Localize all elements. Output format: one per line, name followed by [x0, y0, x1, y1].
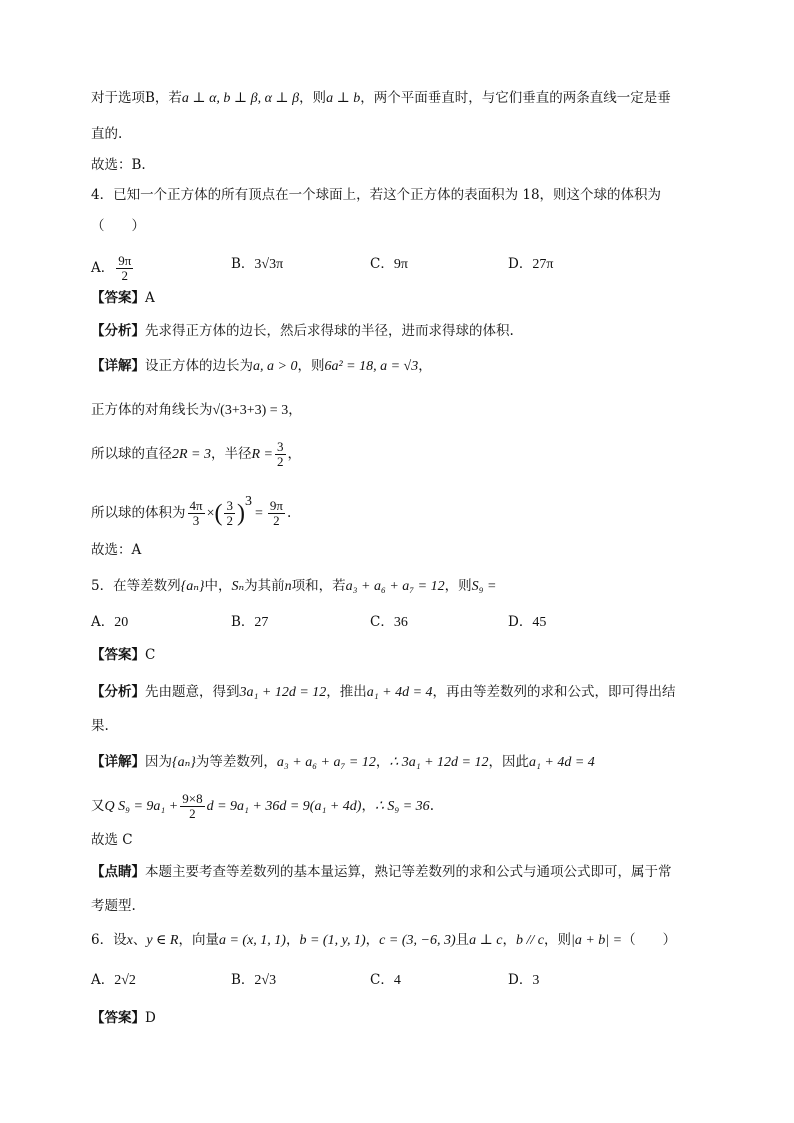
q4-diameter	[91, 440, 724, 469]
math-expression: a = (x, 1, 1)	[218, 933, 286, 948]
text: ，	[361, 798, 375, 814]
option-value: 20	[114, 615, 129, 630]
numerator: 4π	[189, 498, 203, 513]
comment-text: 本题主要考查等差数列的基本量运算，熟记等差数列的求和公式与通项公式即可，属于常	[145, 864, 672, 880]
option-label: D．	[508, 256, 533, 272]
q5-analysis-line-2: 果.	[91, 718, 109, 734]
text: ，则	[444, 578, 472, 594]
q6-option-d	[508, 970, 539, 991]
detail-tag: 【详解】	[91, 754, 145, 770]
text: 中，	[204, 578, 232, 594]
math-expression: b = (1, y, 1)	[299, 933, 366, 948]
option-label: D．	[508, 614, 533, 630]
option-value: 3	[532, 973, 540, 988]
text: ，两个平面垂直时，与它们垂直的两条直线一定是垂	[360, 90, 671, 106]
q5-answer	[91, 645, 724, 665]
option-label: A．	[91, 614, 115, 630]
q5-stem	[91, 576, 724, 597]
option-value: 27	[254, 615, 269, 630]
q5-option-c	[370, 612, 408, 633]
text: 对于选项B，若	[91, 90, 182, 106]
option-value: 45	[532, 615, 547, 630]
answer-tag: 【答案】	[91, 290, 145, 306]
option-label: B．	[231, 256, 255, 272]
math-expression: y ∈ R	[146, 933, 179, 948]
math-expression: a, a > 0	[253, 359, 298, 374]
text: 为等差数列，	[195, 754, 277, 770]
text: 又	[91, 798, 105, 814]
q5-option-a	[91, 612, 128, 633]
q4-stem: 4．已知一个正方体的所有顶点在一个球面上，若这个正方体的表面积为 18，则这个球的体积为	[91, 187, 662, 203]
math-expression: ∴ S₉ = 36	[374, 799, 430, 814]
text: 所以球的体积为	[91, 505, 186, 521]
analysis-tag: 【分析】	[91, 684, 145, 700]
denominator: 2	[189, 806, 196, 821]
math-expression: R =	[251, 447, 273, 462]
q4-option-b	[231, 254, 283, 275]
analysis-tag: 【分析】	[91, 323, 145, 339]
q6-answer	[91, 1008, 724, 1028]
q6-option-c	[370, 970, 401, 991]
numerator: 9×8	[182, 791, 203, 806]
denominator: 3	[192, 513, 200, 528]
fraction	[275, 440, 286, 469]
analysis-text: 先求得正方体的边长，然后求得球的半径，进而求得球的体积.	[145, 323, 514, 339]
q6-stem	[91, 930, 724, 951]
q4-detail	[91, 356, 724, 377]
fraction	[224, 499, 235, 528]
text: ，则	[299, 90, 327, 106]
text: ，	[288, 402, 302, 418]
denominator: 2	[121, 268, 129, 283]
q5-detail	[91, 752, 724, 773]
detail-tag: 【详解】	[91, 358, 145, 374]
answer-tag: 【答案】	[91, 647, 145, 663]
text: ，半径	[211, 446, 252, 462]
math-expression: |a + b| =	[571, 933, 623, 948]
text: ，因此	[488, 754, 529, 770]
text: （ ）	[622, 932, 677, 948]
math-expression: a₁ + 4d = 4	[529, 755, 595, 770]
option-label: B．	[231, 614, 255, 630]
math-expression: b // c	[516, 933, 544, 948]
text: 5．在等差数列	[91, 578, 181, 594]
q6-option-b	[231, 970, 276, 991]
math-expression: {aₙ}	[172, 755, 196, 770]
q5-option-d	[508, 612, 546, 633]
q5-choose: 故选 C	[91, 832, 133, 848]
operator: ×	[206, 506, 215, 521]
text: 因为	[145, 754, 172, 770]
numerator: 3	[277, 439, 284, 454]
math-expression: Q S₉ = 9a₁ +	[104, 799, 179, 814]
option-value: 3√3π	[254, 257, 284, 272]
text: ，	[285, 932, 300, 948]
answer-tag: 【答案】	[91, 1010, 145, 1026]
math-expression: √(3+3+3) = 3	[212, 403, 289, 418]
numerator: 3	[226, 498, 233, 513]
text: 正方体的对角线长为	[91, 402, 213, 418]
option-label: A．	[91, 972, 115, 988]
text: 先由题意，得到	[145, 684, 240, 700]
option-label: A．	[91, 260, 115, 276]
q5-comment	[91, 862, 724, 882]
math-expression: Sₙ	[231, 579, 245, 594]
option-value: 36	[393, 615, 408, 630]
paren-close: )	[236, 500, 245, 527]
text: 所以球的直径	[91, 446, 172, 462]
q5-comment-line-2: 考题型.	[91, 898, 136, 914]
q5-analysis	[91, 682, 724, 703]
answer-value: C	[145, 647, 156, 663]
option-label: B．	[231, 972, 255, 988]
denominator: 2	[277, 454, 284, 469]
text: 项和，若	[291, 578, 346, 594]
math-expression: a ⊥ b	[326, 91, 361, 106]
numerator: 9π	[118, 253, 132, 268]
denominator: 2	[226, 513, 233, 528]
text: ，	[287, 446, 301, 462]
math-expression: a₃ + a₆ + a₇ = 12	[276, 755, 376, 770]
fraction	[268, 499, 285, 528]
numerator: 9π	[269, 498, 283, 513]
option-value: 2√2	[114, 973, 136, 988]
text: 设正方体的边长为	[145, 358, 253, 374]
option-label: C．	[370, 972, 394, 988]
fraction	[116, 254, 133, 283]
q4-option-c	[370, 254, 408, 275]
q4-option-a	[91, 254, 135, 283]
q4-volume	[91, 492, 724, 528]
text: 6．设	[91, 932, 127, 948]
q5-detail-line-2	[91, 792, 724, 821]
math-expression: n	[284, 579, 292, 594]
comment-tag: 【点睛】	[91, 864, 145, 880]
text: ，	[502, 932, 516, 948]
intro-line-1	[91, 88, 724, 109]
math-expression: c = (3, −6, 3)	[379, 933, 456, 948]
q4-choose: 故选：A	[91, 542, 142, 558]
text: 、	[132, 932, 147, 948]
math-expression: 2R = 3	[172, 447, 211, 462]
math-expression: a ⊥ α, b ⊥ β, α ⊥ β	[181, 91, 300, 106]
option-label: C．	[370, 614, 394, 630]
math-expression: {aₙ}	[180, 579, 205, 594]
text: ，推出	[326, 684, 367, 700]
denominator: 2	[273, 513, 280, 528]
intro-answer: 故选：B.	[91, 157, 146, 173]
q4-option-d	[508, 254, 553, 275]
option-label: C．	[370, 256, 394, 272]
math-expression: x	[126, 933, 133, 948]
option-label: D．	[508, 972, 533, 988]
math-expression: a₃ + a₆ + a₇ = 12	[345, 579, 445, 594]
paren-open: (	[214, 500, 223, 527]
q6-option-a	[91, 970, 136, 991]
q4-analysis	[91, 321, 724, 341]
math-expression: 6a² = 18, a = √3	[324, 359, 419, 374]
intro-line-2: 直的.	[91, 126, 123, 142]
fraction	[180, 792, 204, 821]
text: ，则	[297, 358, 325, 374]
math-expression: 3a₁ + 12d = 12	[239, 685, 327, 700]
text: ，则	[544, 932, 571, 948]
text: .	[429, 798, 434, 814]
text: ，	[375, 754, 390, 770]
option-value: 2√3	[254, 973, 277, 988]
math-expression: a ⊥ c	[469, 933, 503, 948]
math-expression: ∴ 3a₁ + 12d = 12	[389, 755, 489, 770]
q4-blank: （ ）	[91, 218, 145, 234]
text: 为其前	[244, 578, 285, 594]
operator: =	[254, 506, 263, 521]
text: .	[286, 505, 292, 521]
text: ，	[365, 932, 380, 948]
answer-value: A	[145, 290, 155, 306]
q4-diagonal	[91, 400, 724, 421]
text: 且	[455, 932, 470, 948]
option-value: 4	[393, 973, 401, 988]
math-expression: d = 9a₁ + 36d = 9(a₁ + 4d)	[206, 799, 362, 814]
q4-answer	[91, 288, 724, 308]
fraction	[188, 499, 205, 528]
math-expression: a₁ + 4d = 4	[366, 685, 433, 700]
answer-value: D	[145, 1010, 156, 1026]
q5-option-b	[231, 612, 268, 633]
text: ，	[418, 358, 432, 374]
text: ，向量	[178, 932, 219, 948]
math-expression: S₉ =	[471, 579, 497, 594]
text: ，再由等差数列的求和公式，即可得出结	[432, 684, 676, 700]
option-value: 27π	[532, 257, 554, 272]
option-value: 9π	[393, 257, 408, 272]
exponent: 3	[244, 494, 252, 509]
